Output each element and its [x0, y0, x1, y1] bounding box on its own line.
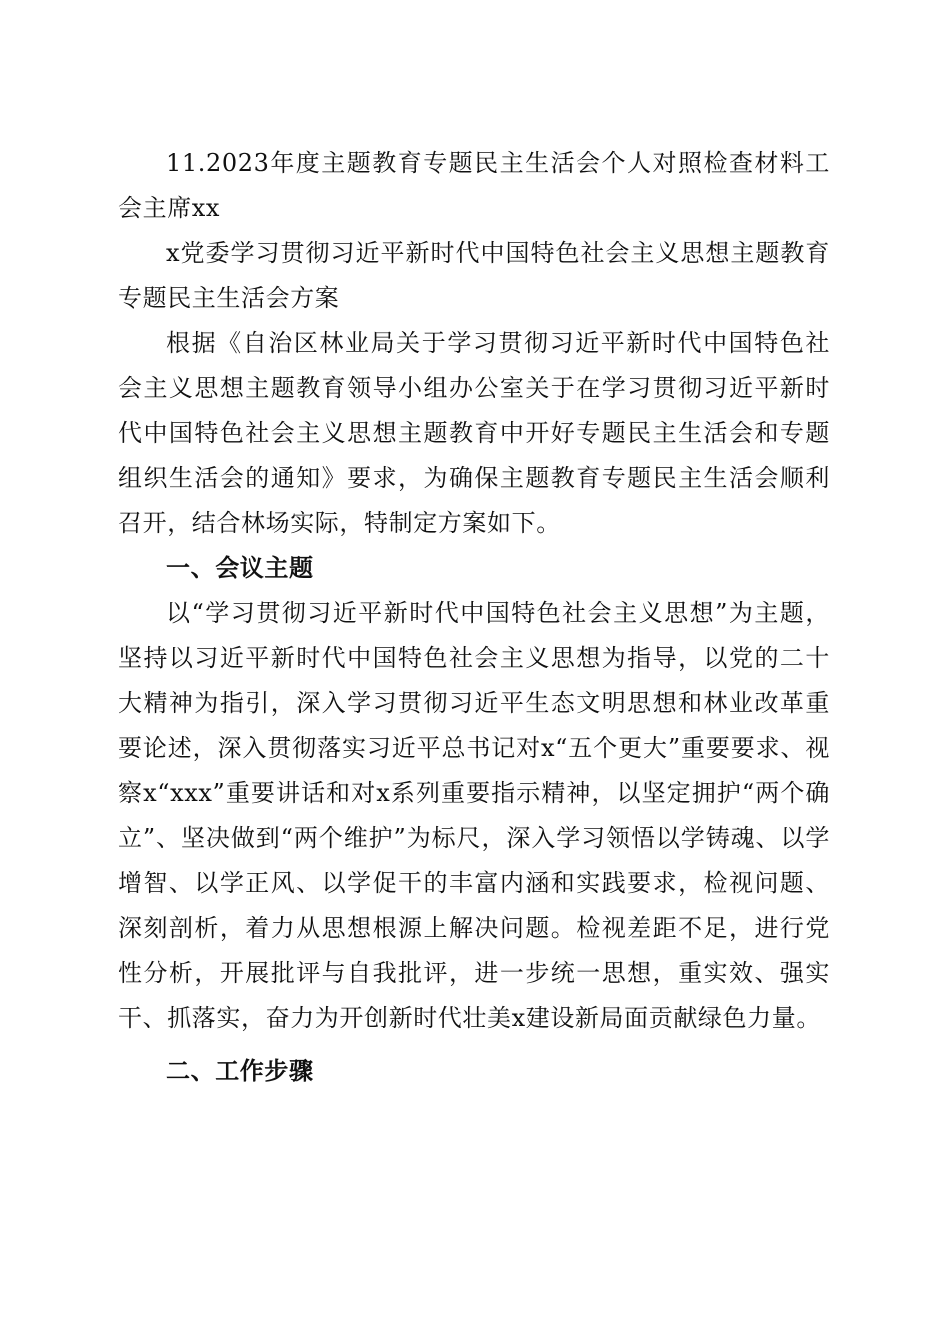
document-subtitle-line: x党委学习贯彻习近平新时代中国特色社会主义思想主题教育专题民主生活会方案	[118, 239, 830, 312]
document-title-line: 11.2023年度主题教育专题民主生活会个人对照检查材料工会主席xx	[118, 149, 830, 222]
section-heading-work-steps: 二、工作步骤	[166, 1057, 314, 1085]
document-body	[118, 141, 830, 1094]
section-body-meeting-theme: 以“学习贯彻习近平新时代中国特色社会主义思想”为主题，坚持以习近平新时代中国特色社会主义思想为指导，以党的二十大精神为指引，深入学习贯彻习近平生态文明思想和林业改革重要论述，深入贯彻落实习近平总书记对x“五个更大”重要要求、视察x“xxx”重要讲话和对x系列重要指示精神，以坚定拥护“两个确立”、坚决做到“两个维护”为标尺，深入学习领悟以学铸魂、以学增智、以学正风、以学促干的丰富内涵和实践要求，检视问题、深刻剖析，着力从思想根源上解决问题。检视差距不足，进行党性分析，开展批评与自我批评，进一步统一思想，重实效、强实干、抓落实，奋力为开创新时代壮美x建设新局面贡献绿色力量。	[118, 599, 830, 1032]
section-heading-meeting-theme: 一、会议主题	[166, 554, 314, 582]
intro-paragraph: 根据《自治区林业局关于学习贯彻习近平新时代中国特色社会主义思想主题教育领导小组办公室关于在学习贯彻习近平新时代中国特色社会主义思想主题教育中开好专题民主生活会和专题组织生活会的通知》要求，为确保主题教育专题民主生活会顺利召开，结合林场实际，特制定方案如下。	[118, 329, 830, 537]
